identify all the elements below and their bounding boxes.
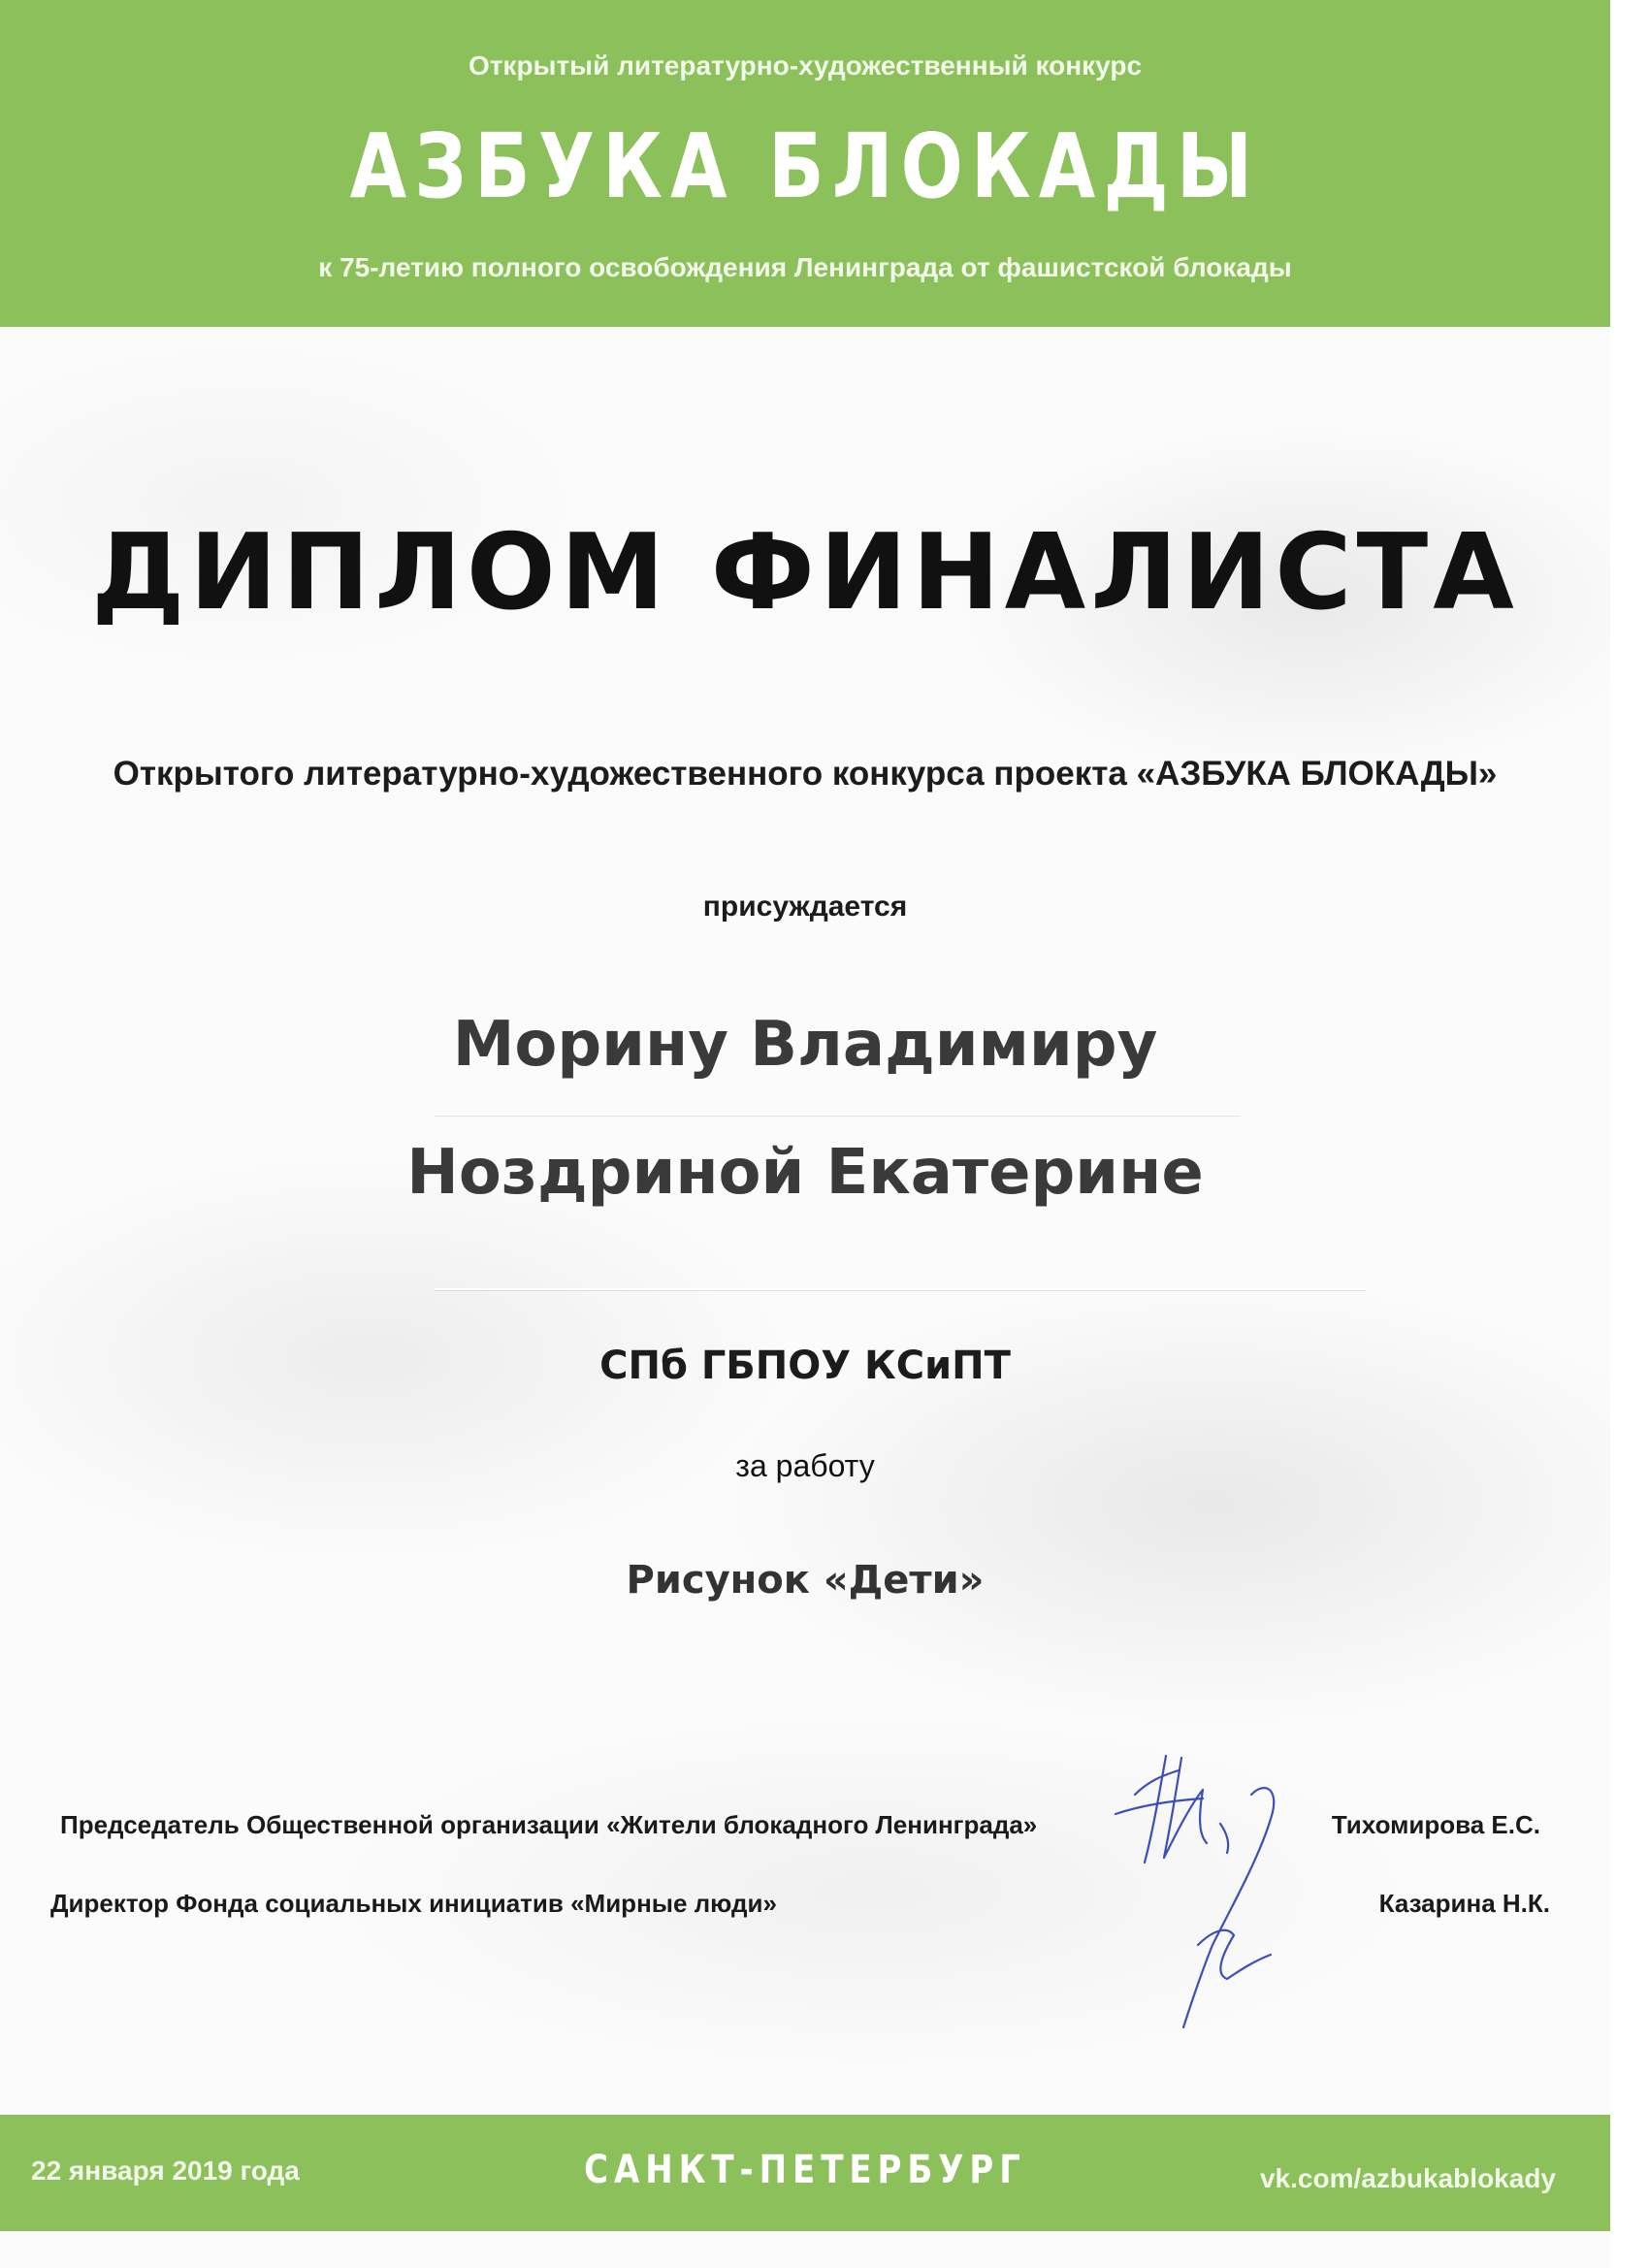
contest-subtitle: Открытый литературно-художественный конкурс	[468, 50, 1143, 81]
for-work-label: за работу	[735, 1448, 875, 1483]
awarded-label: присуждается	[702, 891, 908, 923]
city-name: САНКТ-ПЕТЕРБУРГ	[584, 2148, 1026, 2192]
recipient-name: Морину Владимиру	[452, 1009, 1158, 1081]
chair-name: Тихомирова Е.С.	[1331, 1810, 1540, 1839]
director-name: Казарина Н.К.	[1378, 1889, 1550, 1918]
handwritten-signature	[1106, 1736, 1319, 2047]
vk-link[interactable]: vk.com/azbukablokady	[1259, 2163, 1556, 2193]
divider-line	[435, 1288, 1366, 1290]
issue-date: 22 января 2019 года	[31, 2155, 300, 2186]
director-role: Директор Фонда социальных инициатив «Мирные люди»	[50, 1889, 777, 1918]
work-title: Рисунок «Дети»	[626, 1558, 985, 1603]
divider-line	[435, 1114, 1240, 1116]
recipient-name: Ноздриной Екатерине	[406, 1137, 1204, 1209]
anniversary-tagline: к 75-летию полного освобождения Ленинграда от фашистской блокады	[318, 252, 1292, 282]
project-title: АЗБУКА БЛОКАДЫ	[349, 114, 1261, 218]
scan-margin	[1610, 0, 1649, 2268]
chair-role: Председатель Общественной организации «Жители блокадного Ленинграда»	[60, 1810, 1038, 1839]
footer-banner	[0, 2115, 1610, 2231]
institution-name: СПб ГБПОУ КСиПТ	[599, 1344, 1011, 1388]
header-banner	[0, 0, 1610, 327]
contest-description: Открытого литературно-художественного конкурса проекта «АЗБУКА БЛОКАДЫ»	[113, 755, 1498, 793]
diploma-title: ДИПЛОМ ФИНАЛИСТА	[91, 512, 1519, 633]
